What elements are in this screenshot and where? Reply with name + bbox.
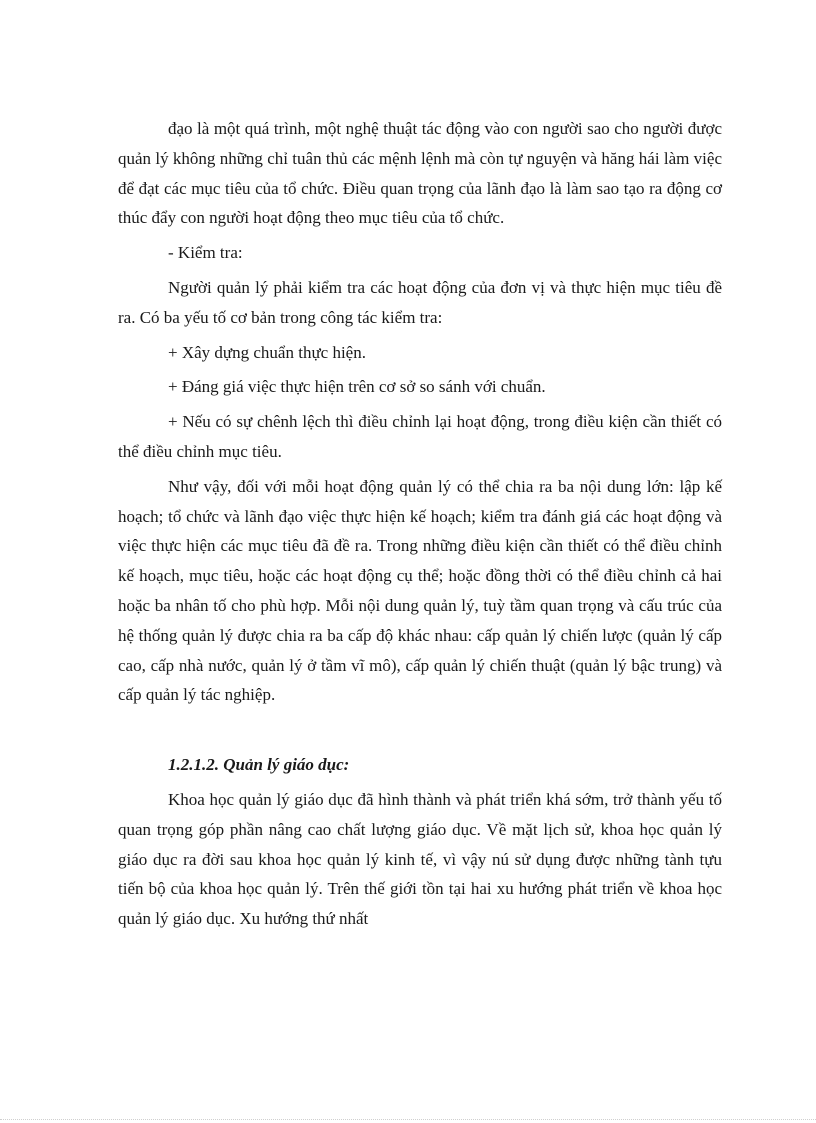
list-item-evaluate: + Đáng giá việc thực hiện trên cơ sở so sánh với chuẩn. bbox=[168, 377, 546, 397]
list-item-adjust: + Nếu có sự chênh lệch thì điều chỉnh lại hoạt động, trong điều kiện cần thiết có thể điều chỉnh mục tiêu. bbox=[118, 412, 722, 461]
paragraph-education-management: Khoa học quản lý giáo dục đã hình thành và phát triển khá sớm, trở thành yếu tố quan trọng góp phần nâng cao chất lượng giáo dục. Về mặt lịch sử, khoa học quản lý giáo dục ra đời sau khoa học quản lý kinh tế, vì vậy nú sử dụng được những tành tựu tiến bộ của khoa học quản lý. Trên thế giới tồn tại hai xu hướng phát triển về khoa học quản lý giáo dục. Xu hướng thứ nhất bbox=[118, 789, 722, 929]
page-bottom-rule bbox=[0, 1119, 816, 1120]
section-heading: 1.2.1.2. Quản lý giáo dục: bbox=[168, 755, 350, 775]
document-page bbox=[118, 114, 722, 934]
paragraph-leadership-continuation: đạo là một quá trình, một nghệ thuật tác động vào con người sao cho người được quản lý không những chỉ tuân thủ các mệnh lệnh mà còn tự nguyện và hăng hái làm việc để đạt các mục tiêu của tổ chức. Điều quan trọng của lãnh đạo là làm sao tạo ra động cơ thúc đẩy con người hoạt động theo mục tiêu của tổ chức. bbox=[118, 119, 722, 228]
section-label-inspection: - Kiểm tra: bbox=[168, 243, 243, 263]
list-item-build-standard: + Xây dựng chuẩn thực hiện. bbox=[168, 342, 366, 362]
paragraph-management-content: Như vậy, đối với mỗi hoạt động quản lý có thể chia ra ba nội dung lớn: lập kế hoạch; tổ chức và lãnh đạo việc thực hiện kế hoạch; kiểm tra đánh giá các hoạt động và việc thực hiện các mục tiêu đã đề ra. Trong những điều kiện cần thiết có thể điều chỉnh kế hoạch, mục tiêu, hoặc các hoạt động cụ thể; hoặc đồng thời có thể điều chỉnh cả hai hoặc ba nhân tố cho phù hợp. Mỗi nội dung quản lý, tuỳ tầm quan trọng và cấu trúc của hệ thống quản lý được chia ra ba cấp độ khác nhau: cấp quản lý chiến lược (quản lý cấp cao, cấp nhà nước, quản lý ở tầm vĩ mô), cấp quản lý chiến thuật (quản lý bậc trung) và cấp quản lý tác nghiệp. bbox=[118, 476, 722, 705]
paragraph-inspection: Người quản lý phải kiểm tra các hoạt động của đơn vị và thực hiện mục tiêu đề ra. Có ba yếu tố cơ bản trong công tác kiểm tra: bbox=[118, 277, 722, 327]
